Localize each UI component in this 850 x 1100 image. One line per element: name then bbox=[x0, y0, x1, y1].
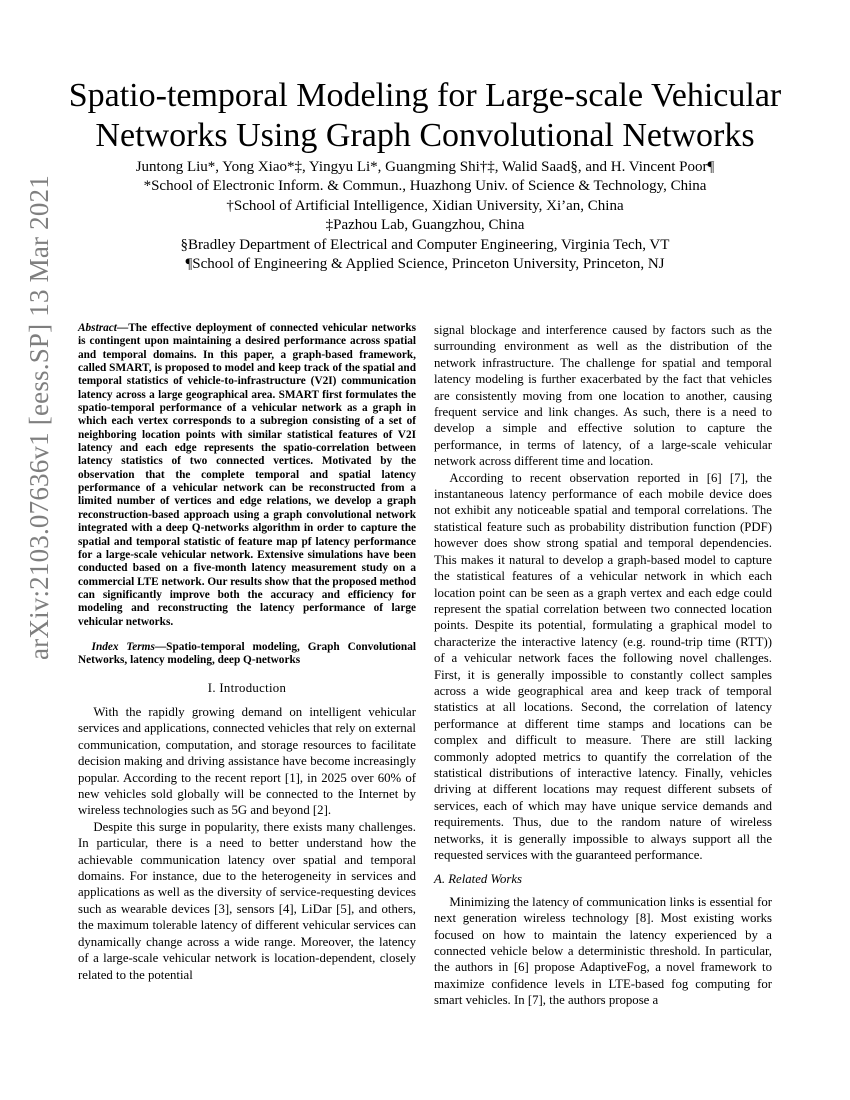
title-line-1: Spatio-temporal Modeling for Large-scale Vehicular bbox=[68, 77, 782, 114]
abstract-text: —The effective deployment of connected vehicular networks is contingent upon maintaining a desired performance across spatial and temporal domains. In this paper, a graph-based framework, called SMART, is proposed to model and keep track of the spatial and temporal statistics of vehicle-to-infrastructure (V2I) communication latency across a large geographical area. SMART first formulates the spatio-temporal performance of a vehicular network as a graph in which each vertex corresponds to a subregion consisting of a set of neighboring location points with similar statistical features of V2I latency and each edge represents the spatio-correlation between latency statistics of two connected vertices. Motivated by the observation that the complete temporal and spatial latency performance of a vehicular network can be reconstructed from a limited number of vertices and edge relations, we develop a graph reconstruction-based approach using a graph convolutional network integrated with a deep Q-networks algorithm in order to capture the spatial and temporal statistic of feature map pf latency performance for a large-scale vehicular network. Extensive simulations have been conducted based on a five-month latency measurement study on a commercial LTE network. Our results show that the proposed method can significantly improve both the accuracy and efficiency for modeling and reconstructing the latency performance of large vehicular networks. bbox=[78, 322, 416, 628]
paper-title bbox=[50, 76, 800, 156]
intro-paragraph-4: According to recent observation reported in [6] [7], the instantaneous latency performance of each mobile device does not exhibit any noticeable spatial and temporal correlations. The statistical feature such as probability distribution function (PDF) however does show strong spatial and temporal dependencies. This makes it natural to develop a graph-based model to capture the statistical features of a vehicular network in which each location point can be seen as a graph vertex and each edge could represent the spatial correlation between two connected location points. Despite its potential, formulating a graphical model to characterize the interactive latency (e.g. round-trip time (RTT)) of a vehicular network faces the following novel challenges. First, it is generally impossible to constantly collect samples across a wide geographical area and keep track of temporal statistics at all locations. Second, the correlation of latency performance at different time stamps and locations can be complex and difficult to measure. There are still lacking commonly adopted metrics to quantify the correlation of the statistical distributions of interactive latency. Finally, vehicles driving at different locations may request different subsets of services, each of which may have unique service demands and requirements. Thus, due to the random nature of wireless networks, it is generally impossible to always support all the requested services with the guaranteed performance. bbox=[434, 470, 772, 862]
affiliation-1: *School of Electronic Inform. & Commun., Huazhong Univ. of Science & Technology, China bbox=[143, 178, 707, 195]
author-names: Juntong Liu*, Yong Xiao*‡, Yingyu Li*, Guangming Shi†‡, Walid Saad§, and H. Vincent Poor¶ bbox=[135, 159, 715, 175]
affiliation-5: ¶School of Engineering & Applied Science, Princeton University, Princeton, NJ bbox=[185, 256, 665, 273]
title-line-2: Networks Using Graph Convolutional Networks bbox=[95, 117, 755, 154]
affiliation-3: ‡Pazhou Lab, Guangzhou, China bbox=[325, 217, 525, 234]
abstract-label: Abstract bbox=[78, 322, 117, 334]
affiliation-2: †School of Artificial Intelligence, Xidian University, Xi’an, China bbox=[226, 197, 624, 214]
intro-paragraph-3: signal blockage and interference caused by factors such as the surrounding environment as well as the distribution of the network infrastructure. The challenge for spatial and temporal latency modeling is further exacerbated by the fact that vehicles are consistently moving from one location to another, causing frequent service and link changes. As such, there is a need to develop a simple and effective solution to capture the performance, in terms of latency, of a large-scale vehicular network across different time and location. bbox=[434, 323, 772, 469]
right-column bbox=[434, 322, 772, 1009]
arxiv-identifier: arXiv:2103.07636v1 [eess.SP] 13 Mar 2021 bbox=[24, 175, 54, 660]
index-terms bbox=[78, 641, 416, 668]
subsection-heading-related-works: A. Related Works bbox=[434, 872, 523, 887]
intro-paragraph-1: With the rapidly growing demand on intelligent vehicular services and applications, connected vehicles that rely on external communication, computation, and storage resources to facilitate decision making and driving assistance have become increasingly popular. According to the recent report [1], in 2025 over 60% of new vehicles sold globally will be connected to the Internet by wireless technologies such as 5G and beyond [2]. bbox=[78, 705, 416, 818]
affiliation-4: §Bradley Department of Electrical and Computer Engineering, Virginia Tech, VT bbox=[180, 236, 670, 253]
intro-paragraph-2: Despite this surge in popularity, there exists many challenges. In particular, there is a need to better understand how the achievable communication latency over spatial and temporal domains. For instance, due to the heterogeneity in services and applications as well as the diversity of service-requesting devices such as wearable devices [3], sensors [4], LiDar [5], and others, the maximum tolerable latency of different vehicular services can dynamically change across a wide range. Moreover, the latency of a large-scale vehicular network is location-dependent, closely related to the potential bbox=[78, 819, 416, 982]
author-block bbox=[60, 158, 790, 274]
abstract bbox=[78, 322, 416, 629]
related-works-paragraph: Minimizing the latency of communication links is essential for next generation wireless technology [8]. Most existing works focused on how to maintain the latency experienced by a connected vehicle below a deterministic threshold. In particular, the authors in [6] propose AdaptiveFog, a novel framework to maximize confidence levels in LTE-based fog computing for smart vehicles. In [7], the authors propose a bbox=[434, 894, 772, 1008]
index-terms-label: Index Terms bbox=[91, 640, 155, 653]
index-terms-text: —Spatio-temporal modeling, Graph Convolutional Networks, latency modeling, deep Q-networks bbox=[78, 640, 416, 667]
section-heading-introduction: I. Introduction bbox=[207, 680, 287, 695]
left-column bbox=[78, 322, 416, 983]
